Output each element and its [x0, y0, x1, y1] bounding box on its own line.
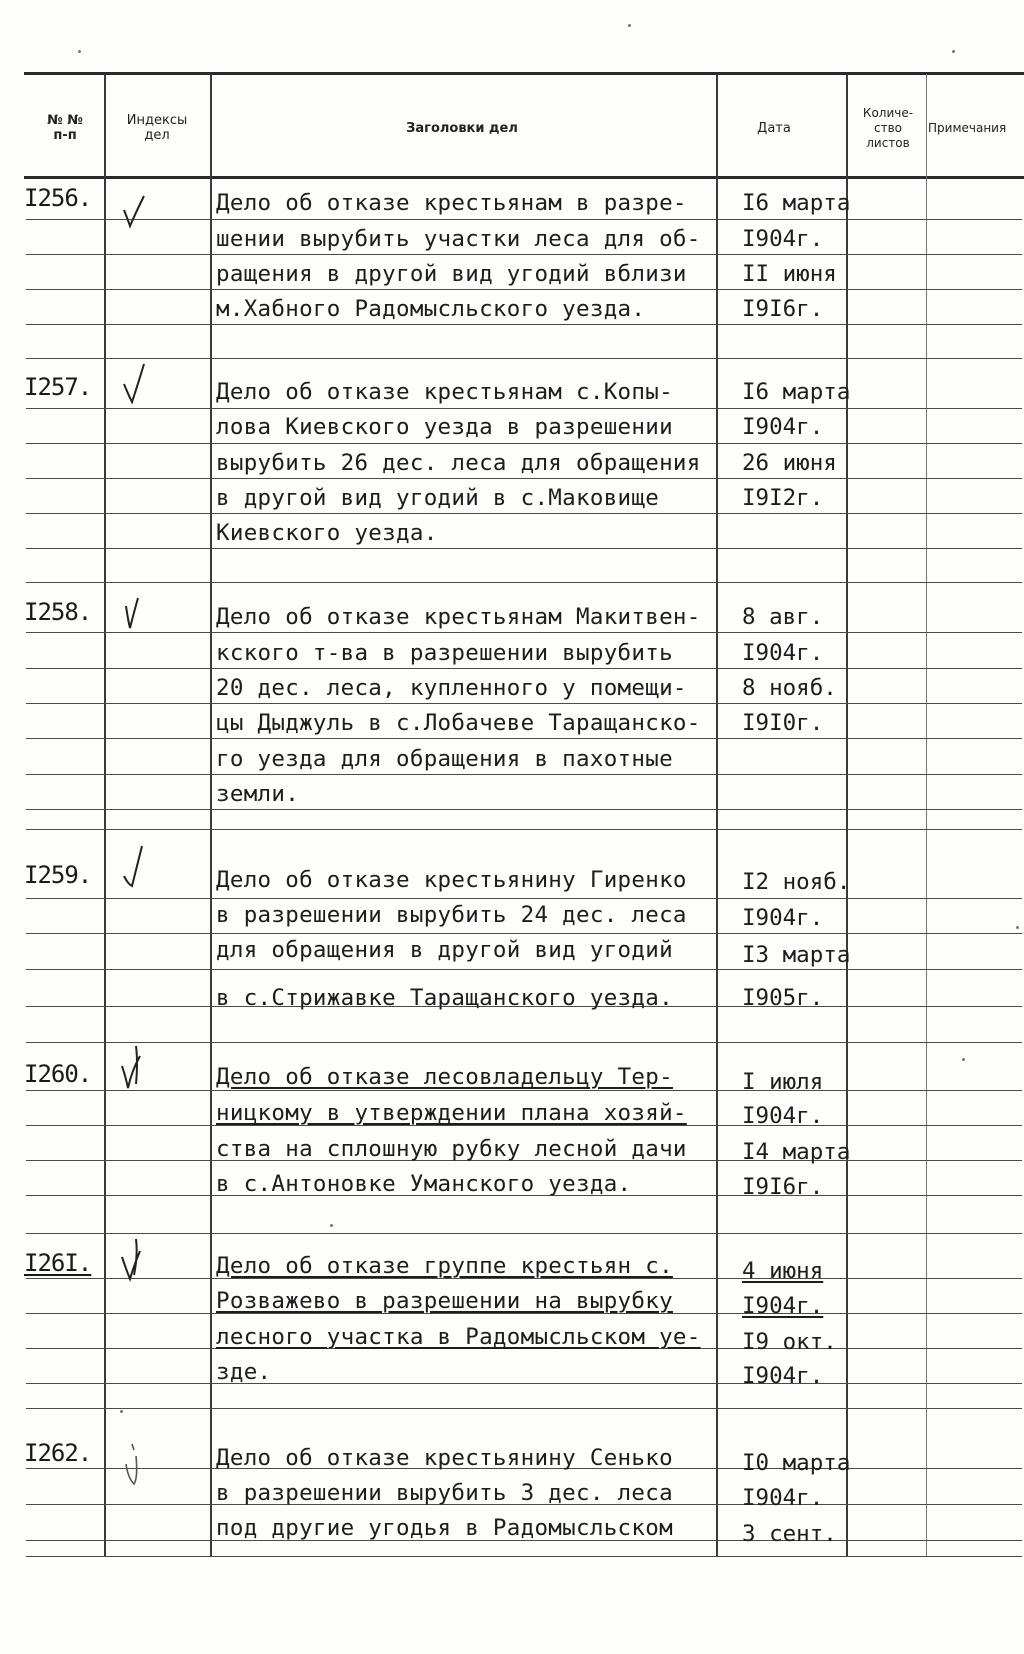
entry-title-line: в разрешении вырубить 3 дес. леса — [216, 1480, 673, 1506]
entry-title-line: земли. — [216, 781, 300, 807]
entry-date-line: I9I2г. — [742, 485, 824, 511]
entry-date-line: I9 окт. — [742, 1329, 837, 1355]
header-top-rule — [24, 72, 1024, 75]
entry-title-line: лесного участка в Радомысльском уе- — [216, 1324, 701, 1350]
header-col-count: Количе- ство листов — [862, 105, 914, 150]
checkmark-icon — [118, 592, 152, 642]
entry-date-line: I904г. — [742, 414, 824, 440]
row-rule — [26, 548, 1022, 549]
entry-date-line: I9I0г. — [742, 710, 824, 736]
entry-date-line: 4 июня — [742, 1258, 824, 1284]
entry-title-line: м.Хабного Радомысльского уезда. — [216, 296, 646, 322]
entry-date-line: I905г. — [742, 985, 824, 1011]
entry-date-line: 8 нояб. — [742, 675, 837, 701]
entry-number: I262. — [24, 1439, 92, 1467]
entry-title-line: лова Киевского уезда в разрешении — [216, 414, 673, 440]
checkmark-icon — [118, 186, 152, 236]
entry-number: I259. — [24, 861, 92, 889]
entry-date-line: I4 марта — [742, 1139, 851, 1165]
entry-title-line: Розважево в разрешении на вырубку — [216, 1288, 673, 1314]
header-col-number: № № п-п — [47, 113, 83, 143]
row-rule — [26, 408, 1022, 409]
entry-number: I258. — [24, 598, 92, 626]
entry-title-line: Дело об отказе крестьянину Гиренко — [216, 867, 687, 893]
row-rule — [26, 774, 1022, 775]
scan-speck — [1016, 926, 1019, 929]
entry-number: I260. — [24, 1060, 92, 1088]
entry-date-line: II июня — [742, 261, 837, 287]
entry-title-line: го уезда для обращения в пахотные — [216, 746, 673, 772]
header-col-date: Дата — [757, 120, 791, 136]
entry-date-line: I6 марта — [742, 190, 851, 216]
column-divider — [104, 74, 106, 1556]
row-rule — [26, 632, 1022, 633]
row-rule — [26, 668, 1022, 669]
header-col-notes: Примечания — [928, 120, 1007, 135]
entry-title-line: Киевского уезда. — [216, 520, 438, 546]
scan-speck — [330, 1224, 333, 1227]
column-divider — [210, 74, 212, 1556]
row-rule — [26, 1233, 1022, 1234]
entry-title-line: в разрешении вырубить 24 дес. леса — [216, 902, 687, 928]
checkmark-icon — [118, 842, 152, 892]
entry-title-line: в с.Стрижавке Таращанского уезда. — [216, 985, 673, 1011]
scan-speck — [962, 1058, 965, 1061]
entry-date-line: I0 марта — [742, 1450, 851, 1476]
row-rule — [26, 829, 1022, 830]
row-rule — [26, 443, 1022, 444]
entry-date-line: 3 сент. — [742, 1521, 837, 1547]
checkmark-icon — [118, 1042, 152, 1092]
checkmark-icon — [118, 356, 152, 406]
entry-title-line: в другой вид угодий в с.Маковище — [216, 485, 660, 511]
row-rule — [26, 219, 1022, 220]
row-rule — [26, 703, 1022, 704]
column-divider — [926, 74, 927, 1556]
row-rule — [26, 809, 1022, 810]
row-rule — [26, 738, 1022, 739]
entry-date-line: I9I6г. — [742, 1174, 824, 1200]
entry-title-line: Дело об отказе крестьянам с.Копы- — [216, 379, 673, 405]
entry-date-line: I904г. — [742, 640, 824, 666]
entry-date-line: I904г. — [742, 226, 824, 252]
entry-title-line: Дело об отказе крестьянам в разре- — [216, 190, 687, 216]
entry-title-line: шении вырубить участки леса для об- — [216, 226, 701, 252]
entry-date-line: I904г. — [742, 1103, 824, 1129]
checkmark-icon — [118, 1442, 152, 1492]
entry-title-line: цы Дыджуль в с.Лобачеве Таращанско- — [216, 710, 701, 736]
scan-speck — [120, 1410, 123, 1413]
entry-number: I257. — [24, 373, 92, 401]
entry-date-line: I904г. — [742, 1363, 824, 1389]
entry-number: I26I. — [24, 1249, 92, 1277]
entry-title-line: под другие угодья в Радомысльском — [216, 1515, 673, 1541]
header-bottom-rule — [24, 176, 1024, 179]
row-rule — [26, 289, 1022, 290]
row-rule — [26, 254, 1022, 255]
entry-date-line: I904г. — [742, 1293, 824, 1319]
scan-speck — [952, 50, 955, 53]
entry-date-line: 26 июня — [742, 450, 837, 476]
entry-date-line: I2 нояб. — [742, 869, 851, 895]
row-rule — [26, 324, 1022, 325]
entry-title-line: для обращения в другой вид угодий — [216, 937, 673, 963]
entry-date-line: I июля — [742, 1069, 824, 1095]
scan-speck — [78, 50, 81, 53]
row-rule — [26, 513, 1022, 514]
row-rule — [26, 969, 1022, 970]
entry-date-line: I904г. — [742, 905, 824, 931]
entry-title-line: ства на сплошную рубку лесной дачи — [216, 1136, 687, 1162]
row-rule — [26, 582, 1022, 583]
entry-title-line: Дело об отказе крестьянину Сенько — [216, 1445, 673, 1471]
row-rule — [26, 1408, 1022, 1409]
entry-date-line: I9I6г. — [742, 296, 824, 322]
entry-title-line: зде. — [216, 1359, 272, 1385]
entry-title-line: Дело об отказе лесовладельцу Тер- — [216, 1064, 673, 1090]
entry-title-line: Дело об отказе крестьянам Макитвен- — [216, 604, 701, 630]
scan-speck — [628, 24, 631, 27]
entry-date-line: I904г. — [742, 1485, 824, 1511]
row-rule — [26, 1556, 1022, 1557]
entry-title-line: в с.Антоновке Уманского уезда. — [216, 1171, 632, 1197]
entry-title-line: ницкому в утверждении плана хозяй- — [216, 1100, 687, 1126]
entry-number: I256. — [24, 184, 92, 212]
header-col-title: Заголовки дел — [406, 120, 518, 136]
entry-date-line: I3 марта — [742, 942, 851, 968]
entry-title-line: ращения в другой вид угодий вблизи — [216, 261, 687, 287]
entry-title-line: кского т-ва в разрешении вырубить — [216, 640, 673, 666]
header-col-index: Индексы дел — [126, 113, 188, 143]
row-rule — [26, 478, 1022, 479]
entry-date-line: I6 марта — [742, 379, 851, 405]
row-rule — [26, 1042, 1022, 1043]
row-rule — [26, 358, 1022, 359]
entry-title-line: Дело об отказе группе крестьян с. — [216, 1253, 673, 1279]
entry-title-line: вырубить 26 дес. леса для обращения — [216, 450, 701, 476]
entry-date-line: 8 авг. — [742, 604, 824, 630]
checkmark-icon — [118, 1235, 152, 1285]
entry-title-line: 20 дес. леса, купленного у помещи- — [216, 675, 687, 701]
